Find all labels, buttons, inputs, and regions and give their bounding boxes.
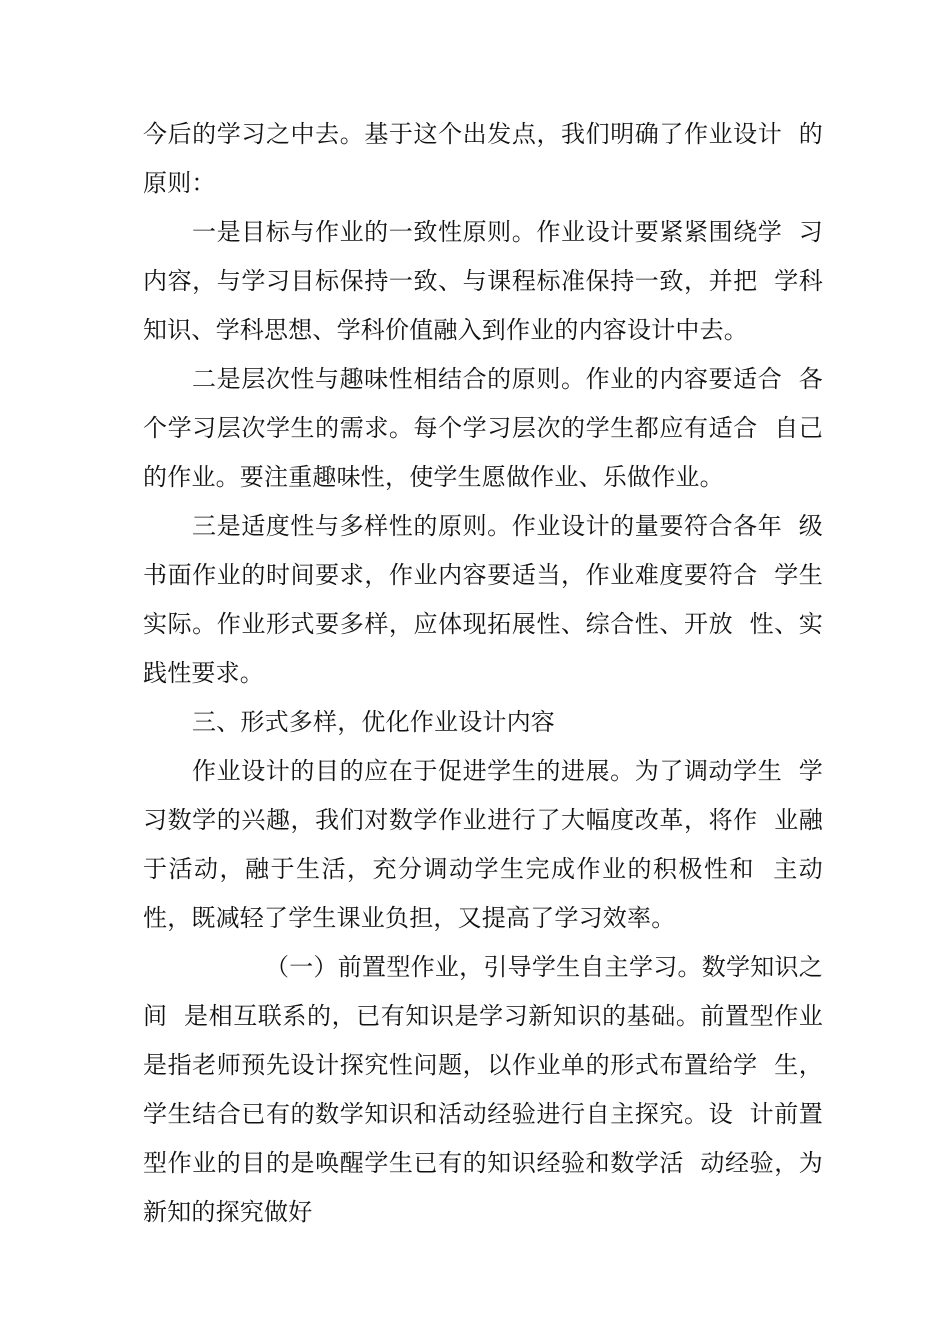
paragraph-1: 今后的学习之中去。基于这个出发点，我们明确了作业设计 的原则：	[143, 120, 823, 197]
document-body	[143, 110, 839, 1237]
paragraph-6: （一）前置型作业，引导学生自主学习。数学知识之间 是相互联系的，已有知识是学习新知识的基础。前置型作业 是指老师预先设计探究性问题，以作业单的形式布置给学 生，学生结合已有的数学知识和活动经验进行自主探究。设 计前置型作业的目的是唤醒学生已有的知识经验和数学活 动经验，为新知的探究做好	[143, 953, 839, 1226]
paragraph-5: 作业设计的目的应在于促进学生的进展。为了调动学生 学习数学的兴趣，我们对数学作业进行了大幅度改革，将作 业融于活动，融于生活，充分调动学生完成作业的积极性和 主动性，既减轻了学生课业负担，又提高了学习效率。	[143, 757, 823, 932]
paragraph-2: 一是目标与作业的一致性原则。作业设计要紧紧围绕学 习内容，与学习目标保持一致、与课程标准保持一致，并把 学科知识、学科思想、学科价值融入到作业的内容设计中去。	[143, 218, 823, 344]
paragraph-4: 三是适度性与多样性的原则。作业设计的量要符合各年 级书面作业的时间要求，作业内容要适当，作业难度要符合 学生实际。作业形式要多样，应体现拓展性、综合性、开放 性、实践性要求。	[143, 512, 823, 687]
paragraph-3: 二是层次性与趣味性相结合的原则。作业的内容要适合 各个学习层次学生的需求。每个学习层次的学生都应有适合 自己的作业。要注重趣味性，使学生愿做作业、乐做作业。	[143, 365, 823, 491]
section-heading: 三、形式多样，优化作业设计内容	[192, 708, 555, 736]
